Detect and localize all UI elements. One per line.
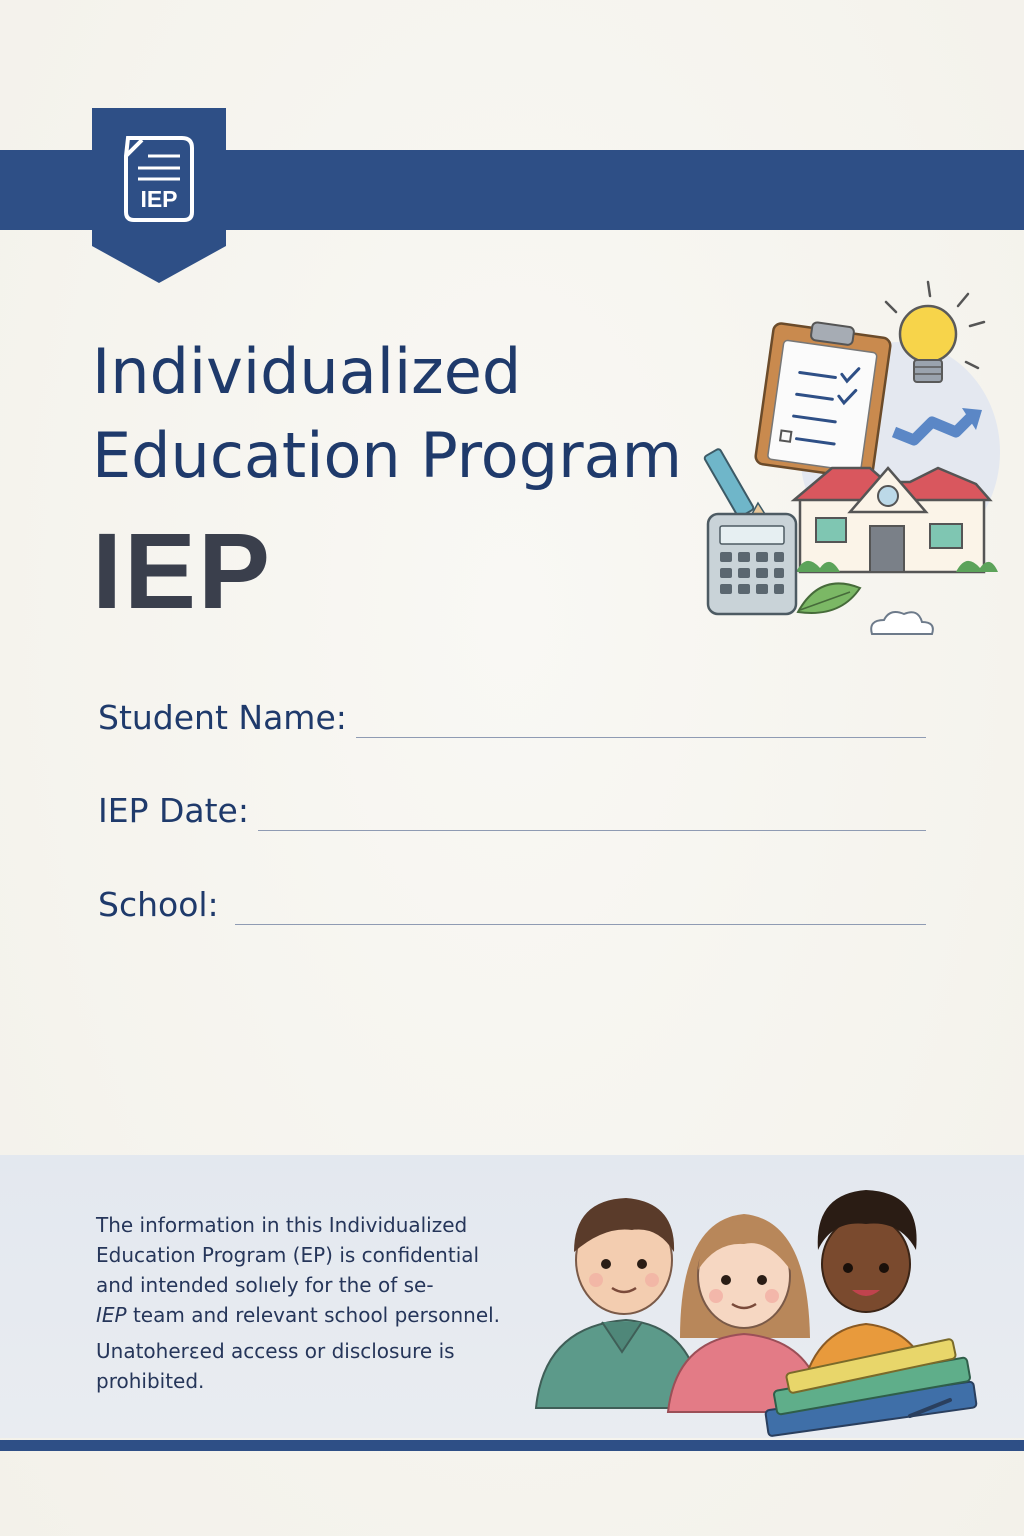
students-illustration: [530, 1180, 990, 1440]
title-line-1: Individualized: [92, 335, 522, 408]
notice-line: The information in this Individualized: [96, 1213, 468, 1237]
school-line[interactable]: [235, 924, 926, 925]
notice-line: [96, 1300, 536, 1330]
education-illustration: [700, 272, 1000, 642]
iep-date-label: IEP Date:: [98, 791, 249, 830]
title-line-2: Education Program: [92, 419, 682, 492]
notice-line: prohibited.: [96, 1369, 205, 1393]
document-title: [92, 330, 682, 498]
school-field: [98, 877, 928, 927]
notice-iep-italic: IEP: [96, 1303, 127, 1327]
confidentiality-notice: [96, 1210, 536, 1396]
student-name-line[interactable]: [356, 737, 926, 738]
notice-line: Unatoherεed access or disclosure is: [96, 1339, 455, 1363]
notice-line: and intended solıely for the of se-: [96, 1273, 434, 1297]
cloud-icon: [871, 612, 933, 634]
student-name-label: Student Name:: [98, 698, 347, 737]
title-acronym: IEP: [92, 510, 273, 631]
school-house-icon: [794, 468, 998, 572]
clipboard-checklist-icon: [755, 322, 892, 480]
iep-badge: [90, 108, 228, 283]
calculator-icon: [708, 514, 796, 614]
notice-line: Education Program (EP) is confidential: [96, 1243, 480, 1267]
iep-date-line[interactable]: [258, 830, 926, 831]
badge-text: IEP: [140, 186, 178, 212]
leaf-icon: [798, 583, 860, 613]
notice-line-rest: team and relevant school personnel.: [126, 1303, 501, 1327]
iep-date-field: [98, 783, 928, 833]
school-label: School:: [98, 885, 219, 924]
student-name-field: [98, 690, 928, 740]
footer-rule: [0, 1440, 1024, 1451]
